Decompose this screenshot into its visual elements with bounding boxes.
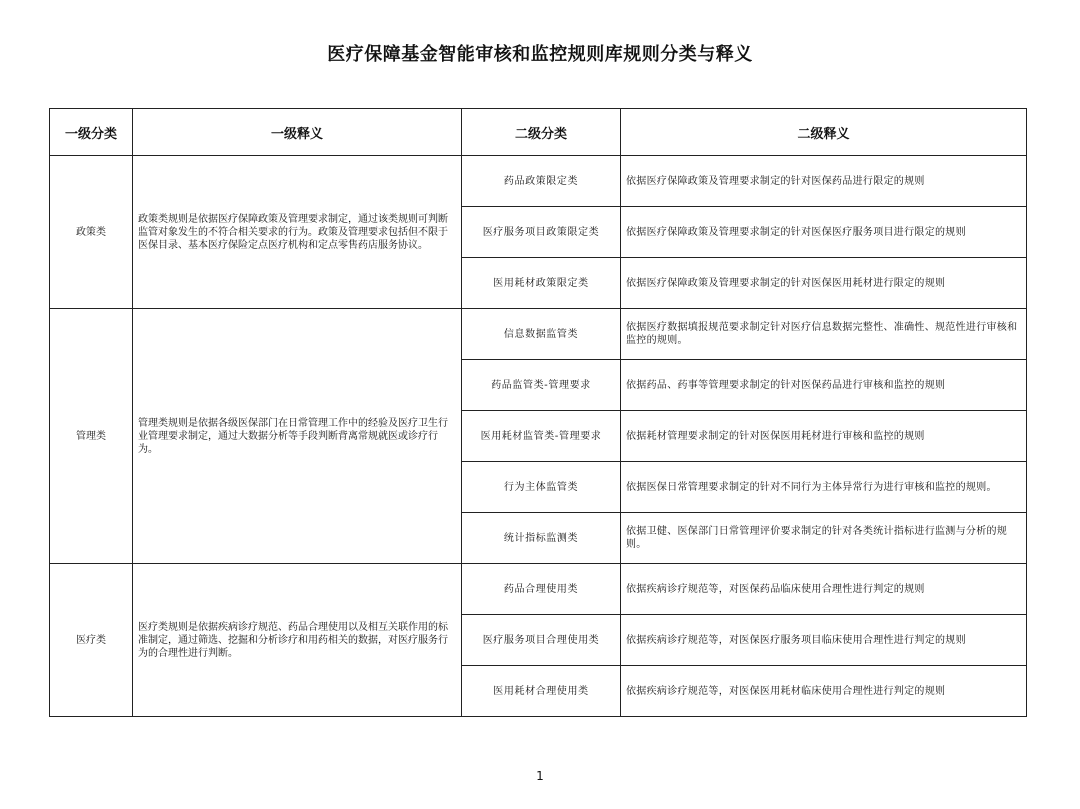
subcategory-definition: 依据医保日常管理要求制定的针对不同行为主体异常行为进行审核和监控的规则。 [621,462,1027,513]
subcategory-name: 医用耗材政策限定类 [462,258,621,309]
category-medical-definition: 医疗类规则是依据疾病诊疗规范、药品合理使用以及相互关联作用的标准制定，通过筛选、挖掘和分析诊疗和用药相关的数据，对医疗服务行为的合理性进行判断。 [133,564,462,717]
table-row [50,564,1027,615]
subcategory-name: 药品政策限定类 [462,156,621,207]
category-policy: 政策类 [50,156,133,309]
subcategory-definition: 依据医疗保障政策及管理要求制定的针对医保医疗服务项目进行限定的规则 [621,207,1027,258]
category-policy-definition: 政策类规则是依据医疗保障政策及管理要求制定，通过该类规则可判断监管对象发生的不符合相关要求的行为。政策及管理要求包括但不限于医保目录、基本医疗保险定点医疗机构和定点零售药店服务协议。 [133,156,462,309]
subcategory-name: 医用耗材监管类-管理要求 [462,411,621,462]
subcategory-name: 医疗服务项目政策限定类 [462,207,621,258]
subcategory-definition: 依据医疗保障政策及管理要求制定的针对医保医用耗材进行限定的规则 [621,258,1027,309]
table-row [50,156,1027,207]
subcategory-name: 行为主体监管类 [462,462,621,513]
subcategory-definition: 依据卫健、医保部门日常管理评价要求制定的针对各类统计指标进行监测与分析的规则。 [621,513,1027,564]
page-number: 1 [536,769,544,783]
document-title: 医疗保障基金智能审核和监控规则库规则分类与释义 [327,44,753,65]
category-medical: 医疗类 [50,564,133,717]
subcategory-name: 医疗服务项目合理使用类 [462,615,621,666]
subcategory-name: 医用耗材合理使用类 [462,666,621,717]
subcategory-name: 信息数据监管类 [462,309,621,360]
subcategory-name: 药品合理使用类 [462,564,621,615]
subcategory-definition: 依据疾病诊疗规范等，对医保医用耗材临床使用合理性进行判定的规则 [621,666,1027,717]
rules-table [49,108,1027,717]
table-header-row [50,109,1027,156]
header-level2-definition: 二级释义 [621,109,1027,156]
header-level2-category: 二级分类 [462,109,621,156]
subcategory-definition: 依据药品、药事等管理要求制定的针对医保药品进行审核和监控的规则 [621,360,1027,411]
subcategory-name: 药品监管类-管理要求 [462,360,621,411]
table-row [50,309,1027,360]
subcategory-definition: 依据医疗数据填报规范要求制定针对医疗信息数据完整性、准确性、规范性进行审核和监控的规则。 [621,309,1027,360]
category-management: 管理类 [50,309,133,564]
category-management-definition: 管理类规则是依据各级医保部门在日常管理工作中的经验及医疗卫生行业管理要求制定，通过大数据分析等手段判断背离常规就医或诊疗行为。 [133,309,462,564]
subcategory-definition: 依据疾病诊疗规范等，对医保医疗服务项目临床使用合理性进行判定的规则 [621,615,1027,666]
subcategory-definition: 依据耗材管理要求制定的针对医保医用耗材进行审核和监控的规则 [621,411,1027,462]
header-level1-category: 一级分类 [50,109,133,156]
subcategory-definition: 依据疾病诊疗规范等，对医保药品临床使用合理性进行判定的规则 [621,564,1027,615]
header-level1-definition: 一级释义 [133,109,462,156]
subcategory-name: 统计指标监测类 [462,513,621,564]
subcategory-definition: 依据医疗保障政策及管理要求制定的针对医保药品进行限定的规则 [621,156,1027,207]
